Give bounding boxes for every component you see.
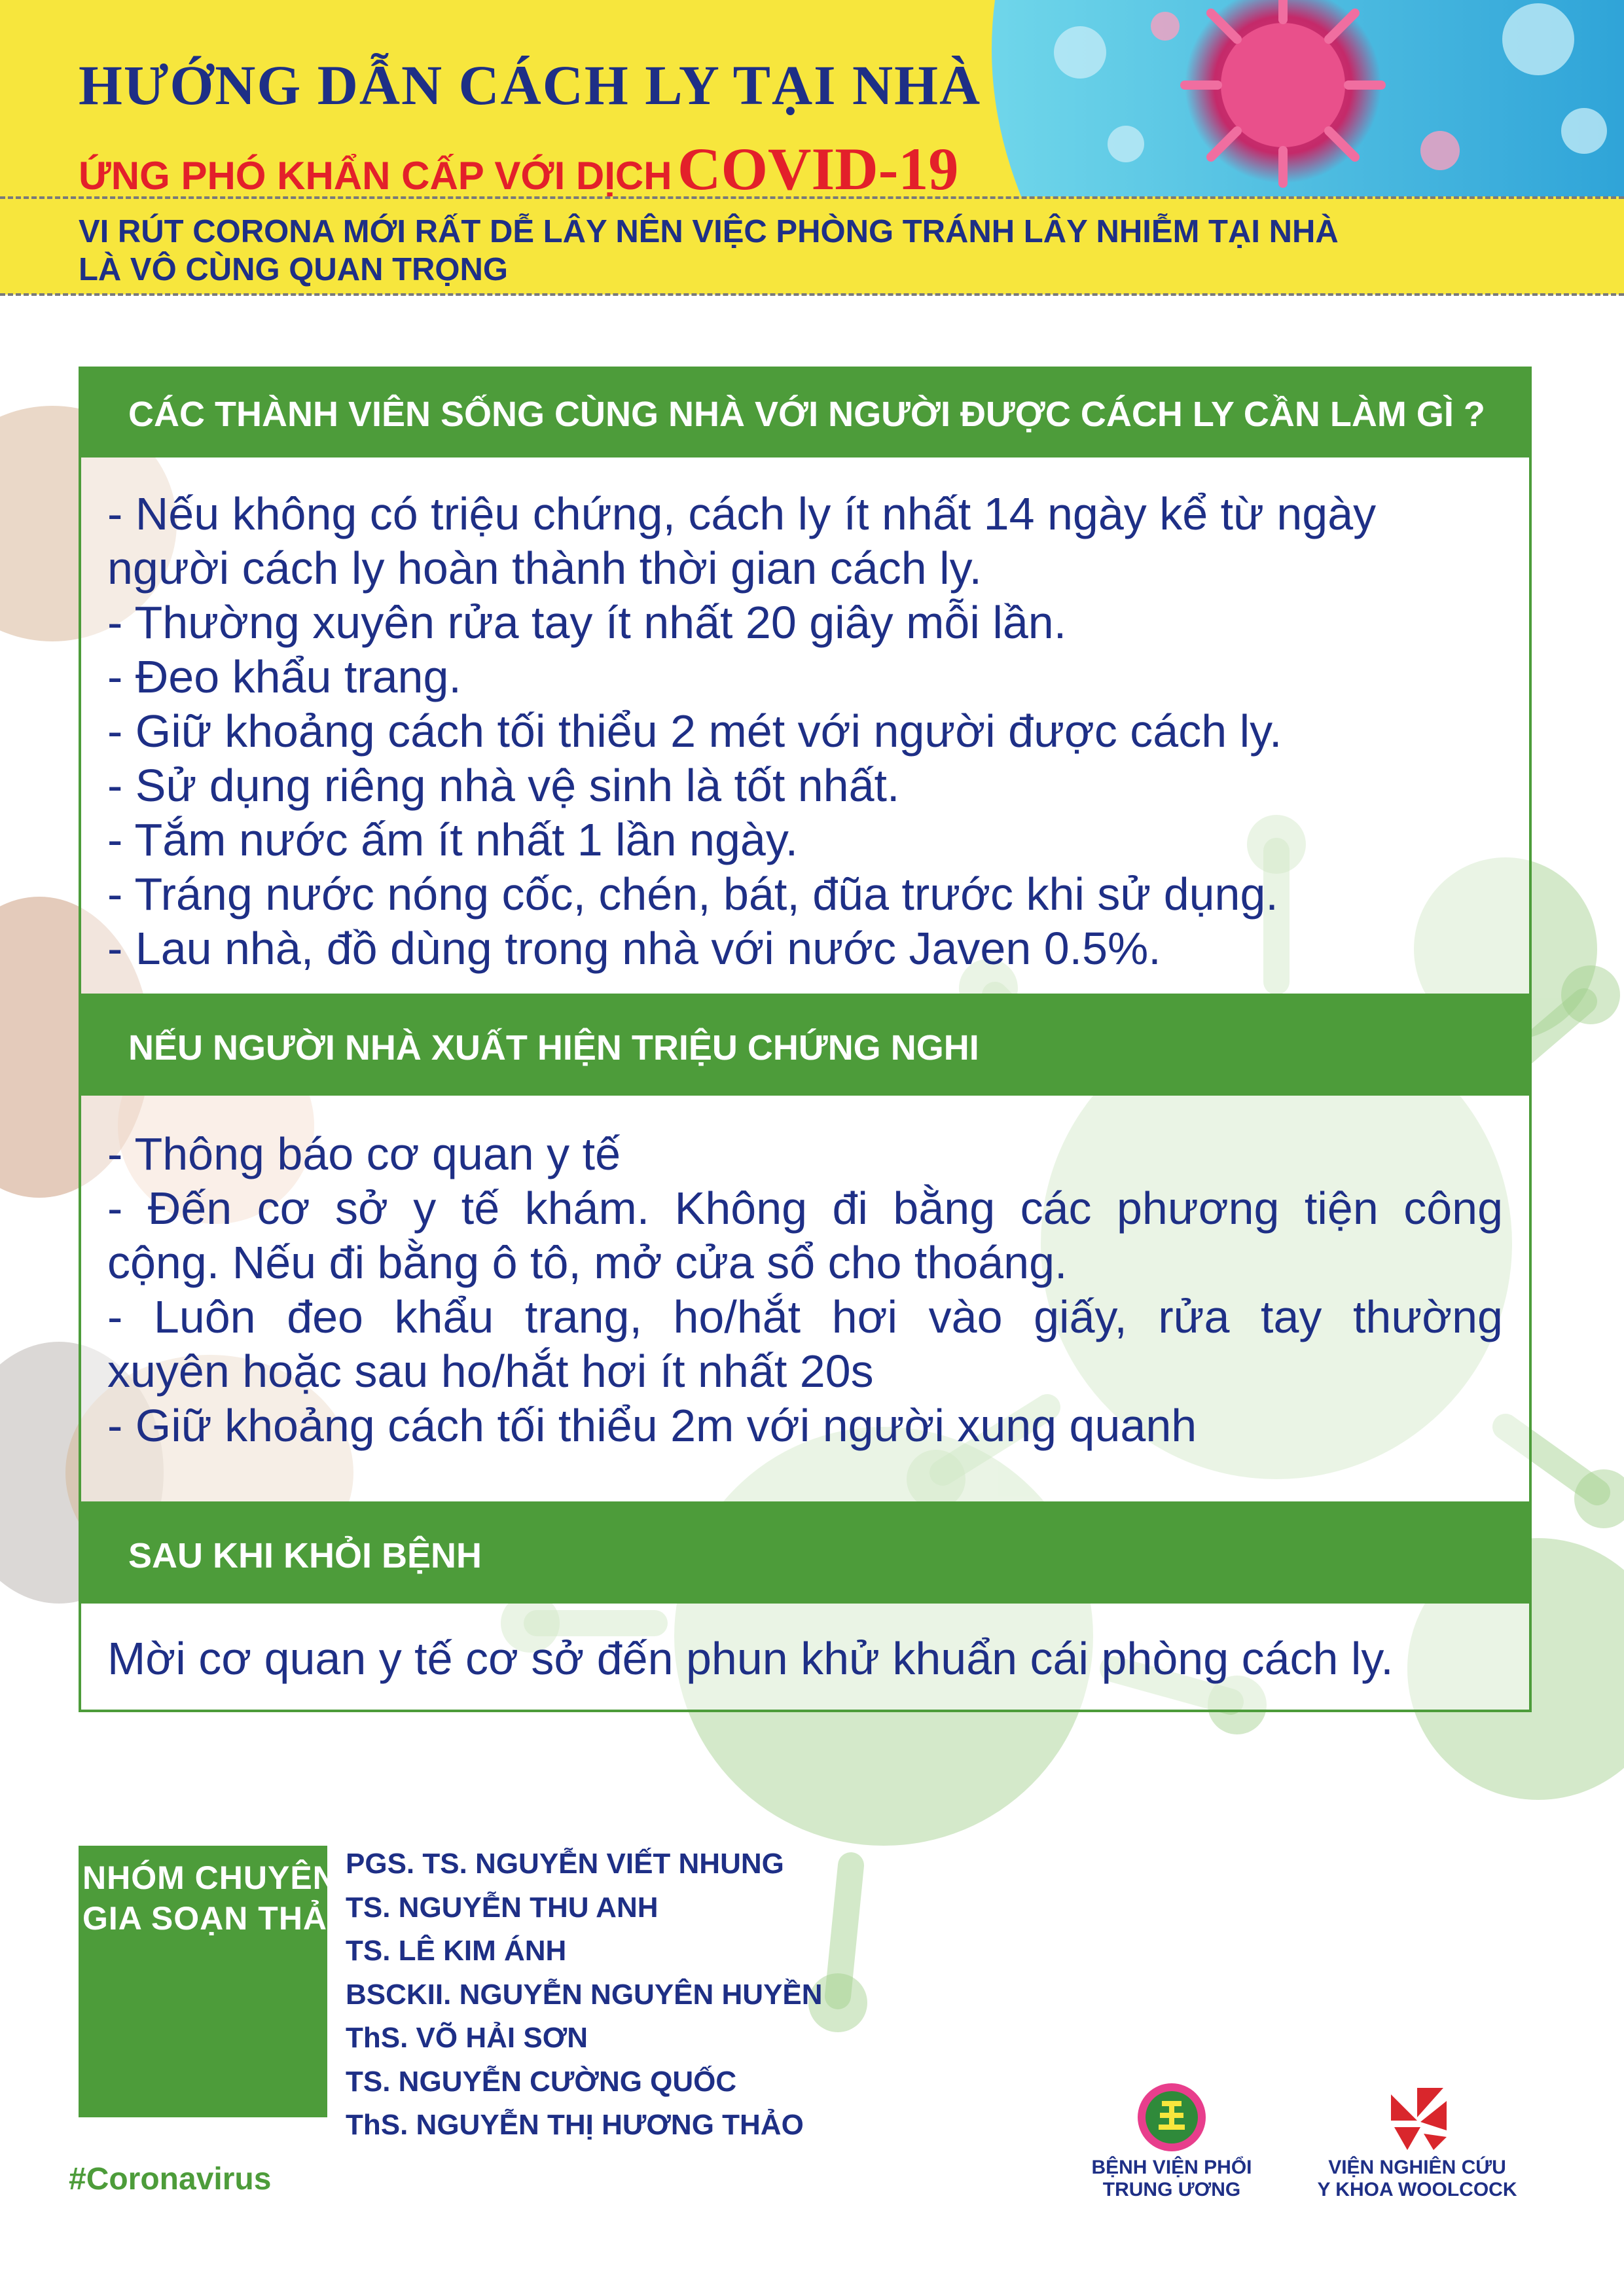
section-recovery [79, 1501, 1532, 1712]
list-item: - Giữ khoảng cách tối thiểu 2 mét với người được cách ly. [107, 706, 1282, 757]
section-heading: NẾU NGƯỜI NHÀ XUẤT HIỆN TRIỆU CHỨNG NGHI [128, 1028, 979, 1067]
author: BSCKII. NGUYỄN NGUYÊN HUYỀN [346, 1978, 823, 2011]
list-item: - Nếu không có triệu chứng, cách ly ít nhất 14 ngày kể từ ngày [107, 488, 1377, 539]
team-label-line: NHÓM CHUYÊN [82, 1859, 337, 1896]
hashtag: #Coronavirus [69, 2162, 272, 2197]
team-label [82, 1857, 353, 1939]
author: TS. LÊ KIM ÁNH [346, 1935, 567, 1967]
section-symptoms [79, 994, 1532, 1504]
team-label-box [79, 1846, 353, 2117]
author: ThS. NGUYỄN THỊ HƯƠNG THẢO [346, 2109, 804, 2141]
hospital-logo [1087, 2081, 1257, 2201]
warning-line: VI RÚT CORONA MỚI RẤT DỄ LÂY NÊN VIỆC PHÒNG TRÁNH LÂY NHIỄM TẠI NHÀ [79, 214, 1339, 249]
section-heading-bar [81, 369, 1529, 457]
list-item: người cách ly hoàn thành thời gian cách ly. [107, 543, 982, 594]
list-item: - Giữ khoảng cách tối thiểu 2m với người xung quanh [107, 1400, 1197, 1451]
section-body [107, 1632, 1503, 1686]
author: ThS. VÕ HẢI SƠN [346, 2022, 588, 2054]
list-item: - Luôn đeo khẩu trang, ho/hắt hơi vào giấy, rửa tay thường [107, 1291, 1503, 1342]
list-item: - Sử dụng riêng nhà vệ sinh là tốt nhất. [107, 760, 900, 811]
subtitle-lead: ỨNG PHÓ KHẨN CẤP VỚI DỊCH [79, 154, 672, 198]
divider [0, 293, 1624, 296]
section-heading: CÁC THÀNH VIÊN SỐNG CÙNG NHÀ VỚI NGƯỜI ĐƯỢC CÁCH LY CẦN LÀM GÌ ? [128, 395, 1485, 434]
section-heading-bar [81, 996, 1529, 1096]
hospital-emblem-icon [1136, 2081, 1208, 2153]
logo-caption: Y KHOA WOOLCOCK [1317, 2179, 1517, 2200]
list-item: - Đeo khẩu trang. [107, 651, 461, 702]
warning-line: LÀ VÔ CÙNG QUAN TRỌNG [79, 252, 509, 287]
page-title: HƯỚNG DẪN CÁCH LY TẠI NHÀ [79, 54, 982, 117]
section-heading: SAU KHI KHỎI BỆNH [128, 1536, 482, 1575]
list-item: - Thường xuyên rửa tay ít nhất 20 giây mỗi lần. [107, 597, 1067, 648]
list-item: Mời cơ quan y tế cơ sở đến phun khử khuẩn cái phòng cách ly. [107, 1633, 1394, 1684]
list-item: - Đến cơ sở y tế khám. Không đi bằng các phương tiện công [107, 1183, 1503, 1234]
list-item: xuyên hoặc sau ho/hắt hơi ít nhất 20s [107, 1346, 874, 1397]
logo-caption: BỆNH VIỆN PHỔI [1091, 2157, 1252, 2178]
author: PGS. TS. NGUYỄN VIẾT NHUNG [346, 1848, 784, 1880]
section-body [107, 1127, 1503, 1453]
section-heading-bar [81, 1504, 1529, 1604]
team-label-line: GIA SOẠN THẢO [82, 1900, 353, 1937]
section-body [107, 487, 1503, 976]
list-item: - Tắm nước ấm ít nhất 1 lần ngày. [107, 814, 799, 865]
subtitle-covid: COVID-19 [677, 135, 959, 202]
list-item: - Thông báo cơ quan y tế [107, 1128, 621, 1179]
list-item: cộng. Nếu đi bằng ô tô, mở cửa sổ cho thoáng. [107, 1237, 1068, 1288]
warning-banner [79, 213, 1506, 289]
list-item: - Tráng nước nóng cốc, chén, bát, đũa trước khi sử dụng. [107, 869, 1278, 920]
author-list [346, 1842, 823, 2147]
logo-caption: TRUNG ƯƠNG [1102, 2179, 1241, 2200]
author: TS. NGUYỄN CƯỜNG QUỐC [346, 2065, 737, 2098]
page-subtitle [79, 134, 958, 204]
list-item: - Lau nhà, đồ dùng trong nhà với nước Javen 0.5%. [107, 923, 1161, 974]
logo-caption: VIỆN NGHIÊN CỨU [1328, 2157, 1506, 2178]
author: TS. NGUYỄN THU ANH [346, 1891, 659, 1924]
woolcock-logo [1316, 2081, 1519, 2201]
woolcock-logo-icon [1381, 2081, 1453, 2153]
section-household [79, 367, 1532, 996]
divider [0, 196, 1624, 199]
